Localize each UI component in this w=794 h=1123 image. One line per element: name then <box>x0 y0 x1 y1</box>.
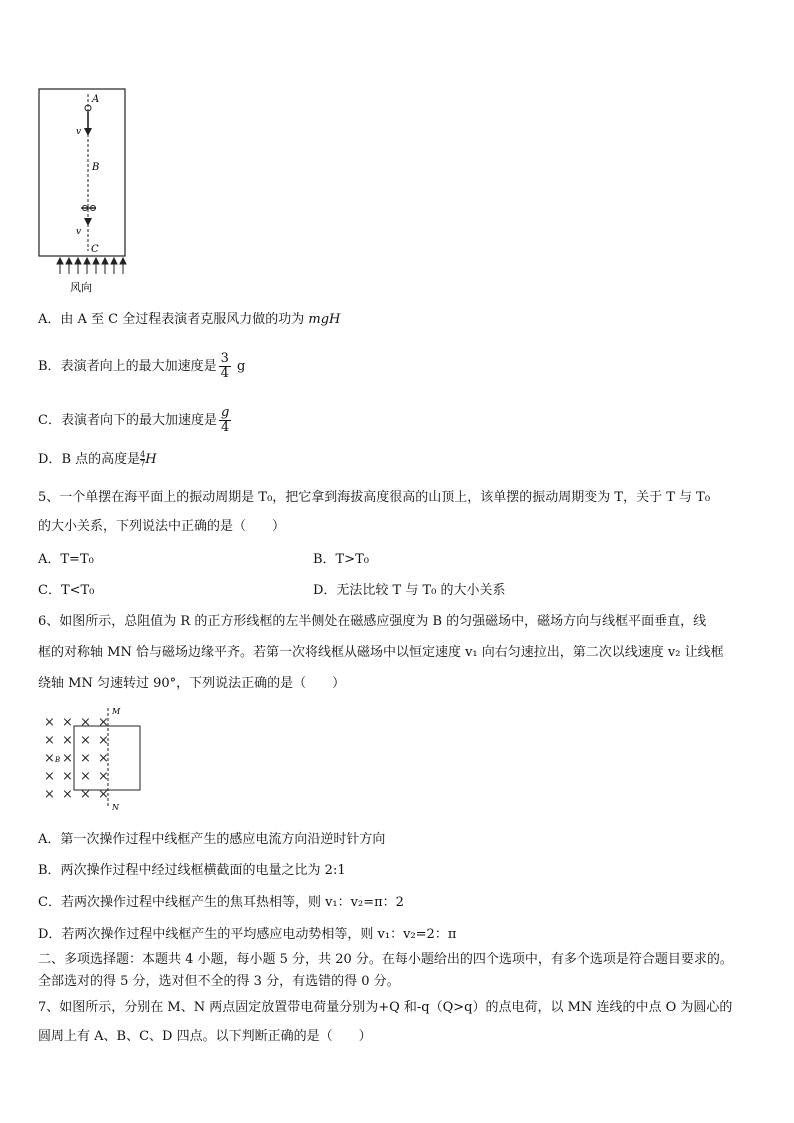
q6-stem-line3: 绕轴 MN 匀速转过 90°，下列说法正确的是（ ） <box>38 676 346 691</box>
q5-option-a: A．T=T₀ <box>38 552 94 567</box>
svg-text:×: × <box>62 751 73 766</box>
svg-text:×: × <box>62 787 73 802</box>
wind-tunnel-figure <box>36 86 128 298</box>
q4-option-c: C．表演者向下的最大加速度是 $\frac{g}{4}$ <box>38 405 230 435</box>
label-v-top: v <box>76 127 82 137</box>
q4-option-a: A．由 A 至 C 全过程表演者克服风力做的功为 mgH <box>38 312 341 327</box>
q6-stem-line2: 框的对称轴 MN 恰与磁场边缘平齐。若第一次将线框从磁场中以恒定速度 v₁ 向右匀速拉出，第二次以线速度 v₂ 让线框 <box>38 645 724 660</box>
figure1-caption: 风向 <box>70 281 92 294</box>
section2-heading-line2: 全部选对的得 5 分，选对但不全的得 3 分，有选错的得 0 分。 <box>38 974 400 989</box>
q7-stem-line2: 圆周上有 A、B、C、D 四点。以下判断正确的是（ ） <box>38 1029 372 1044</box>
svg-text:×: × <box>80 751 91 766</box>
q6-option-c: C．若两次操作过程中线框产生的焦耳热相等，则 v₁：v₂=π：2 <box>38 895 404 910</box>
svg-text:×: × <box>44 715 55 730</box>
q4-option-b: B．表演者向上的最大加速度是 $\frac{3}{4}$ g <box>38 351 246 381</box>
q5-stem-line2: 的大小关系，下列说法中正确的是（ ） <box>38 519 286 534</box>
svg-text:×: × <box>98 787 109 802</box>
svg-text:×: × <box>98 715 109 730</box>
fraction-3-4: $\frac{3}{4}$ <box>220 351 229 381</box>
svg-text:×: × <box>44 769 55 784</box>
label-b-field: B <box>55 756 61 764</box>
fraction-4-7: $\frac{4}{7}$ <box>140 450 146 468</box>
label-b: B <box>92 162 100 173</box>
q5-stem-line1: 5、一个单摆在海平面上的振动周期是 T₀，把它拿到海拔高度很高的山顶上，该单摆的振动周期变为 T，关于 T 与 T₀ <box>38 490 711 505</box>
q5-option-b: B．T>T₀ <box>313 552 369 567</box>
fraction-g-4: $\frac{g}{4}$ <box>220 405 230 435</box>
label-m: M <box>112 707 121 716</box>
svg-text:×: × <box>62 769 73 784</box>
q6-stem-line1: 6、如图所示，总阻值为 R 的正方形线框的左半侧处在磁感应强度为 B 的匀强磁场中，磁场方向与线框平面垂直，线 <box>38 614 707 629</box>
label-c: C <box>91 244 99 255</box>
svg-text:×: × <box>44 733 55 748</box>
svg-text:×: × <box>80 787 91 802</box>
wind-arrows <box>57 258 126 274</box>
svg-text:×: × <box>98 733 109 748</box>
svg-text:×: × <box>62 715 73 730</box>
svg-text:×: × <box>98 751 109 766</box>
q6-option-d: D．若两次操作过程中线框产生的平均感应电动势相等，则 v₁：v₂=2：π <box>38 927 457 942</box>
svg-text:×: × <box>80 769 91 784</box>
label-n: N <box>112 803 119 812</box>
q4-option-d: D．B 点的高度是 $\frac{4}{7}$ H <box>38 450 157 468</box>
magnetic-field-figure <box>40 704 150 816</box>
svg-text:×: × <box>62 733 73 748</box>
q5-option-d: D．无法比较 T 与 T₀ 的大小关系 <box>313 583 506 598</box>
svg-text:×: × <box>98 769 109 784</box>
label-v-bottom: v <box>76 227 82 237</box>
q6-option-b: B．两次操作过程中经过线框横截面的电量之比为 2:1 <box>38 863 346 878</box>
svg-text:×: × <box>44 751 55 766</box>
svg-text:×: × <box>44 787 55 802</box>
field-crosses <box>44 715 109 802</box>
svg-text:×: × <box>80 733 91 748</box>
svg-text:×: × <box>80 715 91 730</box>
q7-stem-line1: 7、如图所示，分别在 M、N 两点固定放置带电荷量分别为+Q 和-q（Q>q）的点电荷，以 MN 连线的中点 O 为圆心的 <box>38 1000 733 1015</box>
q6-option-a: A．第一次操作过程中线框产生的感应电流方向沿逆时针方向 <box>38 832 386 847</box>
q5-option-c: C．T<T₀ <box>38 583 95 598</box>
section2-heading-line1: 二、多项选择题：本题共 4 小题，每小题 5 分，共 20 分。在每小题给出的四个选项中，有多个选项是符合题目要求的。 <box>38 952 733 967</box>
label-a: A <box>92 94 100 105</box>
